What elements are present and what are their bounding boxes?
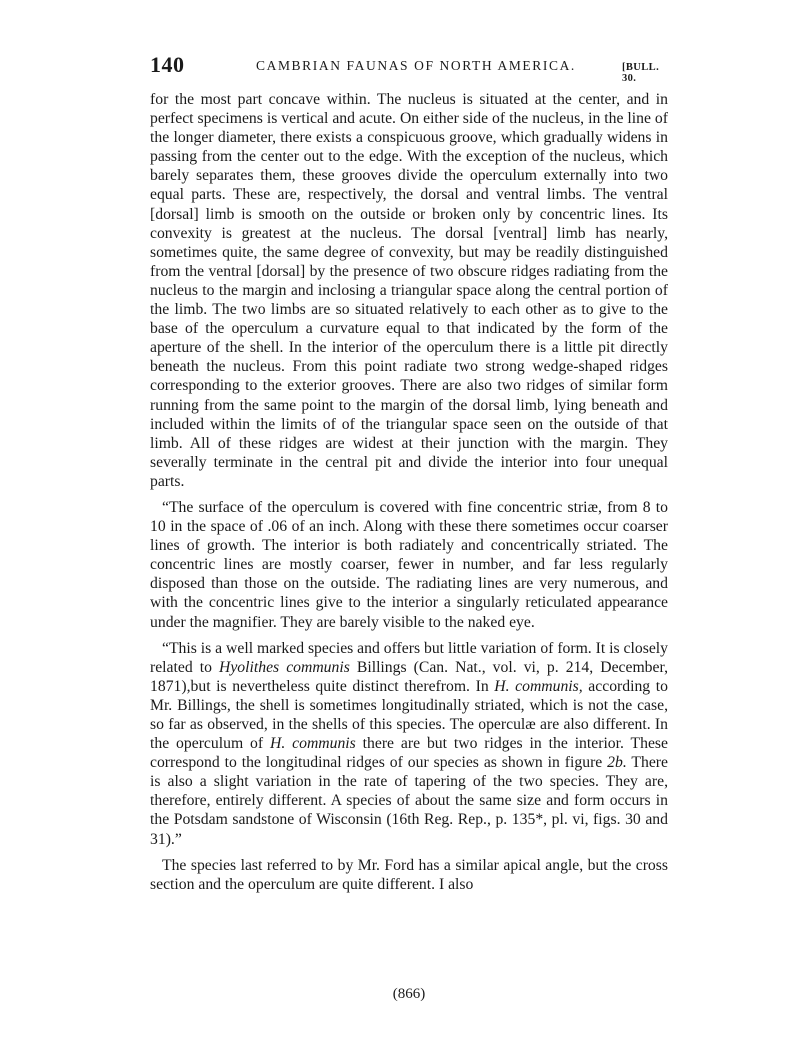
species-name-italic: H. communis xyxy=(270,735,356,753)
signature-mark: (866) xyxy=(392,986,426,1002)
text-run: according to Mr. Billings, the shell is sometimes longitudinally striated, which is not the case, so far as observed, in the shells of this species. The operculæ are also different. In the operculum of xyxy=(150,677,668,753)
running-title: CAMBRIAN FAUNAS OF NORTH AMERICA. xyxy=(256,58,576,73)
body-text xyxy=(150,90,668,894)
species-name-italic: Hyolithes communis xyxy=(219,658,350,676)
text-run: Billings (Can. Nat., vol. vi, p. 214, December, 1871),but is nevertheless quite distinct therefrom. In xyxy=(150,658,668,695)
paragraph-operculum-description: for the most part concave within. The nucleus is situated at the center, and in perfect specimens is vertical and acute. On either side of the nucleus, in the line of the longer diameter, there exists a conspicuous groove, which gradually widens in passing from the center out to the edge. With the exception of the nucleus, which barely separates them, these grooves divide the operculum externally into two equal parts. These are, respectively, the dorsal and ventral limbs. The ventral [dorsal] limb is smooth on the outside or broken only by concentric lines. Its convexity is greatest at the nucleus. The dorsal [ventral] limb has nearly, sometimes quite, the same degree of convexity, but may be readily distinguished from the ventral [dorsal] by the presence of two obscure ridges radiating from the nucleus to the margin and inclosing a triangular space along the central portion of the limb. The two limbs are so situated relatively to each other as to give to the base of the operculum a curvature equal to that indicated by the form of the aperture of the shell. In the interior of the operculum there is a little pit directly beneath the nucleus. From this point radiate two strong wedge-shaped ridges corresponding to the exterior grooves. There are also two ridges of similar form running from the same point to the margin of the dorsal limb, lying beneath and included within the limits of of the triangular space seen on the outside of that limb. All of these ridges are widest at their junction with the margin. They severally terminate in the central pit and divide the interior into four unequal parts. xyxy=(150,91,668,490)
page-number: 140 xyxy=(150,52,185,77)
text-run: “This is a well marked species and offers but little variation of form. It is closely related to xyxy=(150,639,668,676)
paragraph-surface-striae: “The surface of the operculum is covered with fine concentric striæ, from 8 to 10 in the space of .06 of an inch. Along with these there sometimes occur coarser lines of growth. The interior is both radiately and concentrically striated. The concentric lines are mostly coarser, fewer in number, and far less regularly disposed than those on the outside. The radiating lines are very numerous, and with the concentric lines give to the interior a singularly reticulated appearance under the magnifier. They are barely visible to the naked eye. xyxy=(150,498,668,631)
paragraph-ford-species: The species last referred to by Mr. Ford has a similar apical angle, but the cross section and the operculum are quite different. I also xyxy=(150,856,668,893)
page-header xyxy=(150,52,670,82)
text-run: There is also a slight variation in the rate of tapering of the two species. They are, therefore, entirely different. A species of about the same size and form occurs in the Potsdam sandstone of Wisconsin (16th Reg. Rep., p. 135*, pl. vi, figs. 30 and 31).” xyxy=(150,754,668,848)
bulletin-reference: [BULL. 30. xyxy=(622,62,660,84)
figure-reference-italic: 2b. xyxy=(607,754,627,772)
paragraph-species-comparison xyxy=(150,639,668,849)
species-name-italic: H. communis, xyxy=(494,677,583,695)
text-run: there are but two ridges in the interior. These correspond to the longitudinal ridges of our species as shown in figure xyxy=(150,735,668,772)
